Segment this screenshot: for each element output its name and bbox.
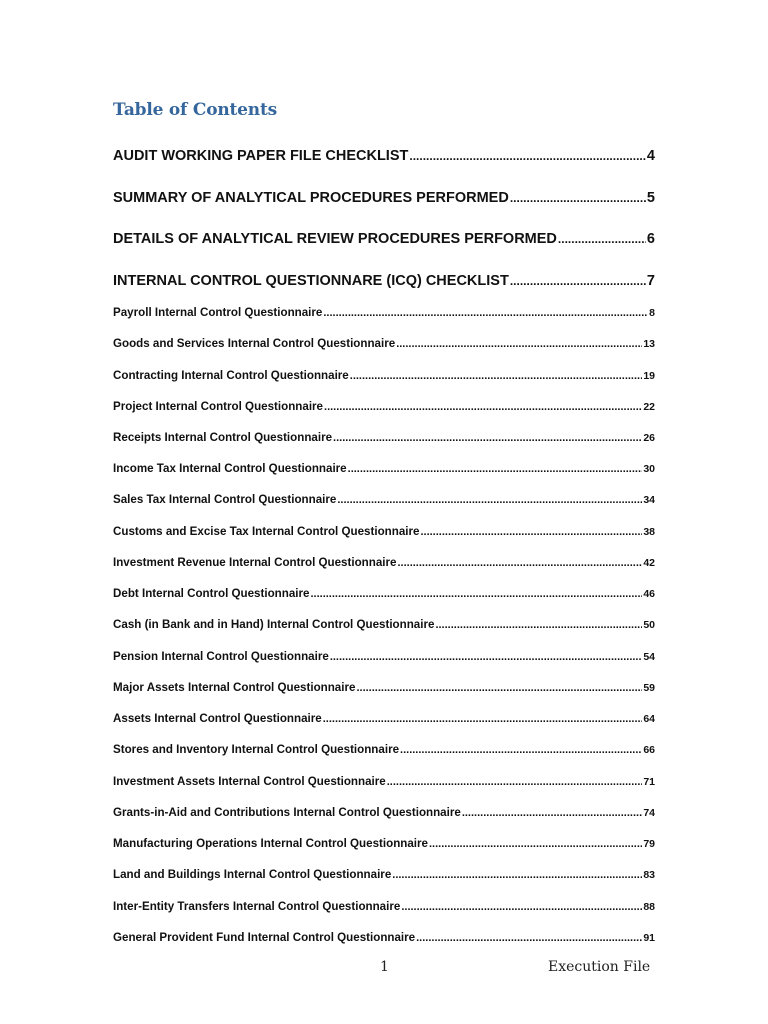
- toc-entry-label: Income Tax Internal Control Questionnaire: [113, 462, 347, 475]
- toc-entry-minor[interactable]: [113, 900, 655, 913]
- toc-entry-label: Project Internal Control Questionnaire: [113, 400, 324, 413]
- toc-entry-page: 4: [646, 148, 655, 164]
- toc-entry-label: DETAILS OF ANALYTICAL REVIEW PROCEDURES PERFORMED: [113, 231, 557, 247]
- toc-entry-page: 74: [643, 807, 655, 819]
- toc-entry-label: Inter-Entity Transfers Internal Control Questionnaire: [113, 900, 401, 913]
- dot-leader: [337, 494, 642, 506]
- toc-entry-page: 88: [643, 901, 655, 913]
- toc-entry-page: 5: [646, 190, 655, 206]
- toc-entry-minor[interactable]: [113, 681, 655, 694]
- toc-entry-page: 8: [649, 307, 655, 319]
- toc-entry-page: 91: [643, 932, 655, 944]
- dot-leader: [429, 838, 642, 850]
- toc-entry-label: Land and Buildings Internal Control Questionnaire: [113, 868, 392, 881]
- toc-entry-label: Customs and Excise Tax Internal Control Questionnaire: [113, 525, 420, 538]
- toc-entry-minor[interactable]: [113, 743, 655, 756]
- dot-leader: [416, 932, 642, 944]
- toc-entry-minor[interactable]: [113, 337, 655, 350]
- toc-entry-page: 13: [643, 338, 655, 350]
- toc-entry-page: 50: [643, 619, 655, 631]
- dot-leader: [350, 370, 643, 382]
- toc-entry-page: 26: [643, 432, 655, 444]
- toc-entry-page: 22: [643, 401, 655, 413]
- toc-entry-label: Payroll Internal Control Questionnaire: [113, 306, 323, 319]
- footer-page-number: 1: [380, 959, 389, 975]
- dot-leader: [397, 557, 642, 569]
- toc-entry-label: General Provident Fund Internal Control Questionnaire: [113, 931, 416, 944]
- dot-leader: [323, 307, 648, 319]
- toc-entry-label: INTERNAL CONTROL QUESTIONNARE (ICQ) CHECKLIST: [113, 273, 509, 289]
- toc-entry-label: Manufacturing Operations Internal Control Questionnaire: [113, 837, 428, 850]
- toc-entry-page: 66: [643, 744, 655, 756]
- toc-entry-label: Stores and Inventory Internal Control Questionnaire: [113, 743, 400, 756]
- footer-label: Execution File: [548, 959, 651, 975]
- toc-entry-page: 59: [643, 682, 655, 694]
- toc-entry-page: 6: [646, 231, 655, 247]
- dot-leader: [510, 274, 646, 288]
- toc-entry-page: 30: [643, 463, 655, 475]
- toc-entry-label: Sales Tax Internal Control Questionnaire: [113, 493, 337, 506]
- toc-entry-label: AUDIT WORKING PAPER FILE CHECKLIST: [113, 148, 409, 164]
- dot-leader: [435, 619, 642, 631]
- dot-leader: [558, 232, 646, 246]
- dot-leader: [409, 149, 646, 163]
- toc-entry-major[interactable]: [113, 190, 655, 206]
- toc-entry-page: 42: [643, 557, 655, 569]
- dot-leader: [392, 869, 642, 881]
- dot-leader: [330, 651, 643, 663]
- toc-entry-minor[interactable]: [113, 868, 655, 881]
- dot-leader: [356, 682, 642, 694]
- toc-entry-page: 54: [643, 651, 655, 663]
- toc-entry-label: Grants-in-Aid and Contributions Internal Control Questionnaire: [113, 806, 461, 819]
- toc-entry-major[interactable]: [113, 273, 655, 289]
- toc-entry-minor[interactable]: [113, 775, 655, 788]
- toc-entry-label: Contracting Internal Control Questionnaire: [113, 369, 349, 382]
- toc-entry-label: SUMMARY OF ANALYTICAL PROCEDURES PERFORMED: [113, 190, 509, 206]
- toc-entry-label: Investment Assets Internal Control Questionnaire: [113, 775, 386, 788]
- dot-leader: [348, 463, 643, 475]
- toc-entry-page: 38: [643, 526, 655, 538]
- dot-leader: [323, 713, 643, 725]
- dot-leader: [420, 526, 642, 538]
- toc-entry-label: Assets Internal Control Questionnaire: [113, 712, 322, 725]
- dot-leader: [400, 744, 642, 756]
- toc-title: Table of Contents: [113, 100, 277, 120]
- toc-entry-page: 71: [643, 776, 655, 788]
- toc-entry-minor[interactable]: [113, 618, 655, 631]
- toc-entry-minor[interactable]: [113, 806, 655, 819]
- toc-entry-major[interactable]: [113, 148, 655, 164]
- toc-entry-page: 83: [643, 869, 655, 881]
- toc-entry-label: Investment Revenue Internal Control Questionnaire: [113, 556, 397, 569]
- toc-entry-minor[interactable]: [113, 369, 655, 382]
- toc-entry-label: Major Assets Internal Control Questionnaire: [113, 681, 356, 694]
- toc-entry-label: Debt Internal Control Questionnaire: [113, 587, 310, 600]
- toc-entry-label: Receipts Internal Control Questionnaire: [113, 431, 333, 444]
- toc-entry-minor[interactable]: [113, 525, 655, 538]
- toc-entry-minor[interactable]: [113, 931, 655, 944]
- toc-entry-minor[interactable]: [113, 462, 655, 475]
- dot-leader: [401, 901, 642, 913]
- toc-entry-page: 7: [646, 273, 655, 289]
- toc-entry-page: 64: [643, 713, 655, 725]
- dot-leader: [510, 191, 646, 205]
- toc-entry-minor[interactable]: [113, 493, 655, 506]
- dot-leader: [310, 588, 642, 600]
- toc-entry-minor[interactable]: [113, 587, 655, 600]
- dot-leader: [333, 432, 642, 444]
- toc-entry-page: 79: [643, 838, 655, 850]
- dot-leader: [387, 776, 643, 788]
- toc-entry-label: Pension Internal Control Questionnaire: [113, 650, 329, 663]
- toc-entry-page: 34: [643, 494, 655, 506]
- toc-entry-minor[interactable]: [113, 712, 655, 725]
- toc-entry-label: Goods and Services Internal Control Questionnaire: [113, 337, 396, 350]
- toc-entry-label: Cash (in Bank and in Hand) Internal Control Questionnaire: [113, 618, 435, 631]
- toc-entry-minor[interactable]: [113, 431, 655, 444]
- toc-entry-minor[interactable]: [113, 650, 655, 663]
- toc-entry-major[interactable]: [113, 231, 655, 247]
- dot-leader: [462, 807, 643, 819]
- toc-entry-minor[interactable]: [113, 837, 655, 850]
- dot-leader: [396, 338, 642, 350]
- toc-entry-minor[interactable]: [113, 400, 655, 413]
- toc-entry-minor[interactable]: [113, 306, 655, 319]
- toc-entry-minor[interactable]: [113, 556, 655, 569]
- toc-entry-page: 19: [643, 370, 655, 382]
- dot-leader: [324, 401, 642, 413]
- toc-entry-page: 46: [643, 588, 655, 600]
